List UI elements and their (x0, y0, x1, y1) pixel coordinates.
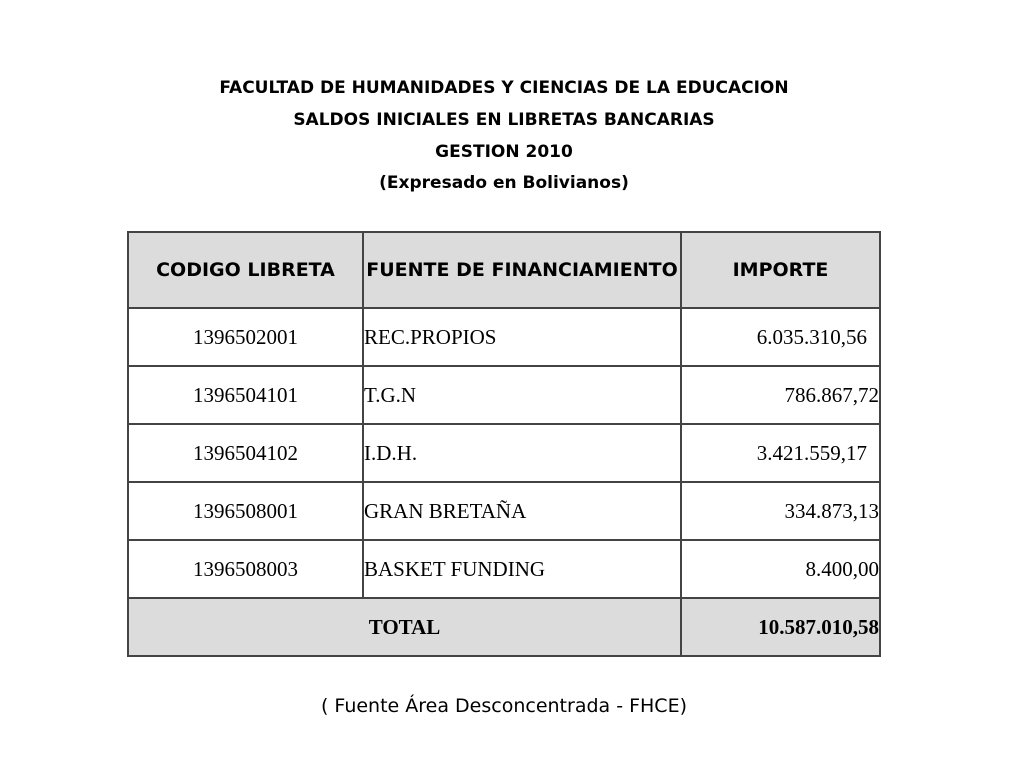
column-header-code: CODIGO LIBRETA (128, 232, 363, 308)
cell-amount: 8.400,00 (681, 540, 880, 598)
cell-amount: 334.873,13 (681, 482, 880, 540)
column-header-source: FUENTE DE FINANCIAMIENTO (363, 232, 681, 308)
cell-amount: 3.421.559,17 (681, 424, 880, 482)
title-report: SALDOS INICIALES EN LIBRETAS BANCARIAS (293, 110, 715, 130)
cell-source: T.G.N (363, 366, 681, 424)
cell-source: I.D.H. (363, 424, 681, 482)
cell-code: 1396504102 (128, 424, 363, 482)
cell-code: 1396502001 (128, 308, 363, 366)
cell-amount: 6.035.310,56 (681, 308, 880, 366)
title-year: GESTION 2010 (435, 142, 573, 162)
table-row (128, 366, 880, 424)
cell-code: 1396504101 (128, 366, 363, 424)
table-header-row (128, 232, 880, 308)
cell-code: 1396508001 (128, 482, 363, 540)
cell-source: REC.PROPIOS (363, 308, 681, 366)
cell-source: GRAN BRETAÑA (363, 482, 681, 540)
cell-code: 1396508003 (128, 540, 363, 598)
title-faculty: FACULTAD DE HUMANIDADES Y CIENCIAS DE LA EDUCACION (219, 78, 789, 98)
table-row (128, 308, 880, 366)
cell-amount: 786.867,72 (681, 366, 880, 424)
cell-source: BASKET FUNDING (363, 540, 681, 598)
table-row (128, 540, 880, 598)
table-row (128, 424, 880, 482)
column-header-amount: IMPORTE (681, 232, 880, 308)
total-label: TOTAL (128, 598, 681, 656)
balances-table (127, 231, 881, 657)
source-footnote: ( Fuente Área Desconcentrada - FHCE) (320, 695, 687, 717)
title-currency-note: (Expresado en Bolivianos) (379, 173, 629, 193)
total-amount: 10.587.010,58 (681, 598, 880, 656)
total-row (128, 598, 880, 656)
table-row (128, 482, 880, 540)
